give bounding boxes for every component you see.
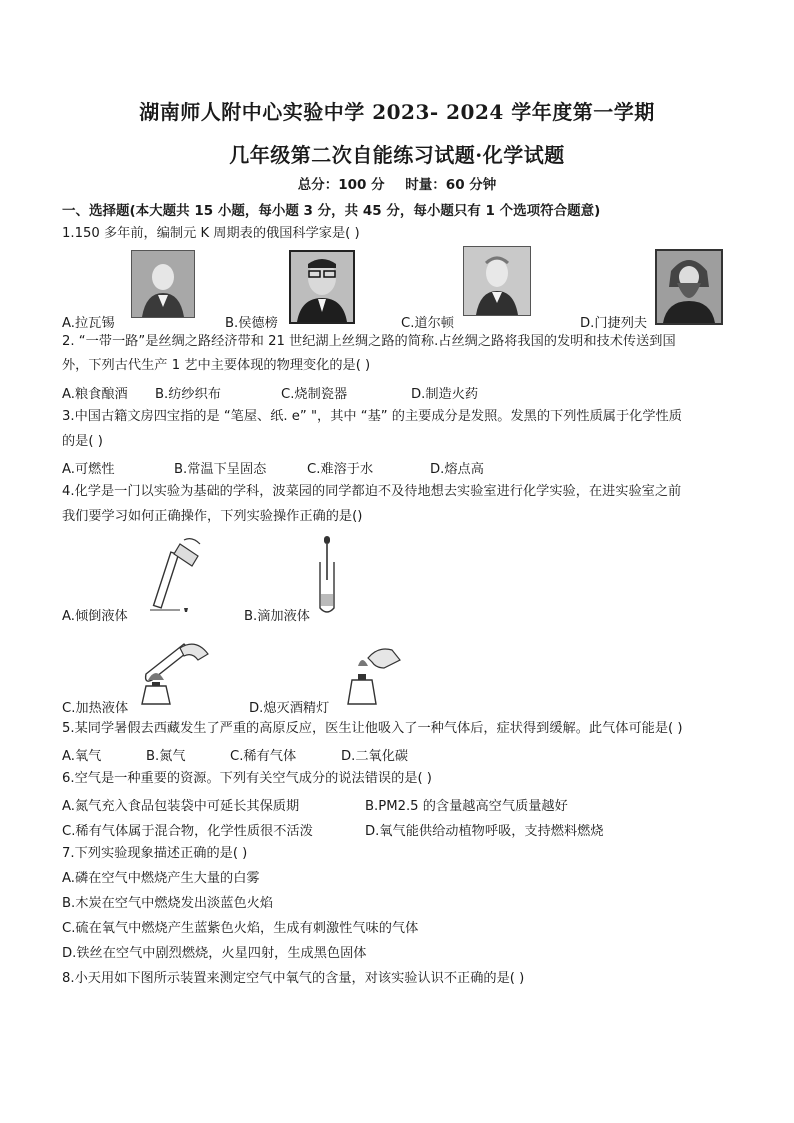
question-4-option-d: D.熄灭酒精灯 (249, 701, 330, 716)
dropper-tube-icon (316, 536, 340, 616)
question-2-option-d: D.制造火药 (411, 387, 479, 402)
question-7-option-c: C.硫在氧气中燃烧产生蓝紫色火焰，生成有刺激性气味的气体 (62, 921, 419, 936)
question-4-stem-line1: 4.化学是一门以实验为基础的学科，波菜园的同学都迫不及待地想去实验室进行化学实验，在进实验室之前 (62, 484, 682, 499)
question-4-option-a: A.倾倒液体 (62, 609, 128, 624)
portrait-lavoisier-icon (131, 250, 195, 318)
question-3-option-a: A.可燃性 (62, 462, 115, 477)
question-4-option-c: C.加热液体 (62, 701, 129, 716)
question-3-stem-line1: 3.中国古籍文房四宝指的是 “笔屋、纸. e” "，其中 “基” 的主要成分是发照。发黑的下列性质属于化学性质 (62, 409, 682, 424)
extinguish-lamp-icon (338, 644, 404, 706)
question-2-stem-line1: 2. “一带一路”是丝绸之路经济带和 21 世纪湖上丝绸之路的简称.占丝绸之路将我国的发明和技术传送到国 (62, 334, 676, 349)
question-2-stem-line2: 外，下列古代生产 1 艺中主要体现的物理变化的是( ) (62, 358, 371, 373)
question-5-stem: 5.某同学暑假去西藏发生了严重的高原反应，医生让他吸入了一种气体后，症状得到缓解。此气体可能是( ) (62, 721, 683, 736)
question-4-options-row1 (62, 605, 310, 624)
question-1-option-a: A.拉瓦锡 (62, 316, 115, 331)
portrait-mendeleev-icon (655, 249, 723, 325)
question-6-option-d: D.氧气能供给动植物呼吸，支持燃料燃烧 (365, 824, 604, 839)
heating-test-tube-icon (136, 634, 212, 706)
time-limit: 时量：60 分钟 (405, 177, 497, 193)
question-2-option-a: A.粮食酿酒 (62, 387, 128, 402)
question-4-option-b: B.滴加液体 (244, 609, 310, 624)
question-4-options-row2 (62, 697, 329, 716)
question-2-options (62, 383, 478, 402)
question-1-option-c: C.道尔顿 (401, 316, 454, 331)
question-6-stem: 6.空气是一种重要的资源。下列有关空气成分的说法错误的是( ) (62, 771, 432, 786)
question-6-options-row1 (62, 795, 568, 814)
exam-title-line2: 几年级第二次自能练习试题·化学试题 (229, 143, 565, 167)
question-3-option-c: C.难溶于水 (307, 462, 374, 477)
question-4-stem-line2: 我们要学习如何正确操作，下列实验操作正确的是() (62, 509, 363, 524)
question-7-option-b: B.木炭在空气中燃烧发出淡蓝色火焰 (62, 896, 274, 911)
question-7-option-d: D.铁丝在空气中剧烈燃烧，火星四射，生成黑色固体 (62, 946, 367, 961)
question-8-stem: 8.小天用如下图所示装置来测定空气中氧气的含量，对该实验认识不正确的是( ) (62, 971, 525, 986)
question-7-option-a: A.磷在空气中燃烧产生大量的白雾 (62, 871, 260, 886)
question-6-option-c: C.稀有气体属于混合物，化学性质很不活泼 (62, 824, 313, 839)
question-3-options (62, 458, 484, 477)
question-3-option-d: D.熔点高 (430, 462, 484, 477)
total-score: 总分：100 分 (297, 177, 385, 193)
question-5-options (62, 745, 408, 764)
question-6-option-a: A.氮气充入食品包装袋中可延长其保质期 (62, 799, 300, 814)
question-6-options-row2 (62, 820, 604, 839)
question-5-option-c: C.稀有气体 (230, 749, 297, 764)
question-2-option-c: C.烧制瓷器 (281, 387, 348, 402)
portrait-dalton-icon (463, 246, 531, 316)
question-1-option-b: B.侯德榜 (225, 316, 278, 331)
question-6-option-b: B.PM2.5 的含量越高空气质量越好 (365, 799, 568, 814)
pouring-liquid-icon (140, 538, 210, 614)
question-2-option-b: B.纺纱织布 (155, 387, 221, 402)
section-heading: 一、选择题(本大题共 15 小题，每小题 3 分，共 45 分，每小题只有 1 个选项符合题意) (62, 203, 601, 219)
question-5-option-b: B.氮气 (146, 749, 186, 764)
exam-title-line1: 湖南师人附中心实验中学 2023- 2024 学年度第一学期 (139, 100, 655, 124)
question-5-option-d: D.二氧化碳 (341, 749, 409, 764)
question-1-stem: 1.150 多年前，编制元 K 周期表的俄国科学家是( ) (62, 226, 360, 241)
question-3-stem-line2: 的是( ) (62, 434, 103, 449)
question-3-option-b: B.常温下呈固态 (174, 462, 267, 477)
question-5-option-a: A.氧气 (62, 749, 102, 764)
exam-meta (0, 173, 794, 193)
question-7-stem: 7.下列实验现象描述正确的是( ) (62, 846, 248, 861)
portrait-hou-debang-icon (289, 250, 355, 324)
question-1-option-d: D.门捷列夫 (580, 316, 648, 331)
